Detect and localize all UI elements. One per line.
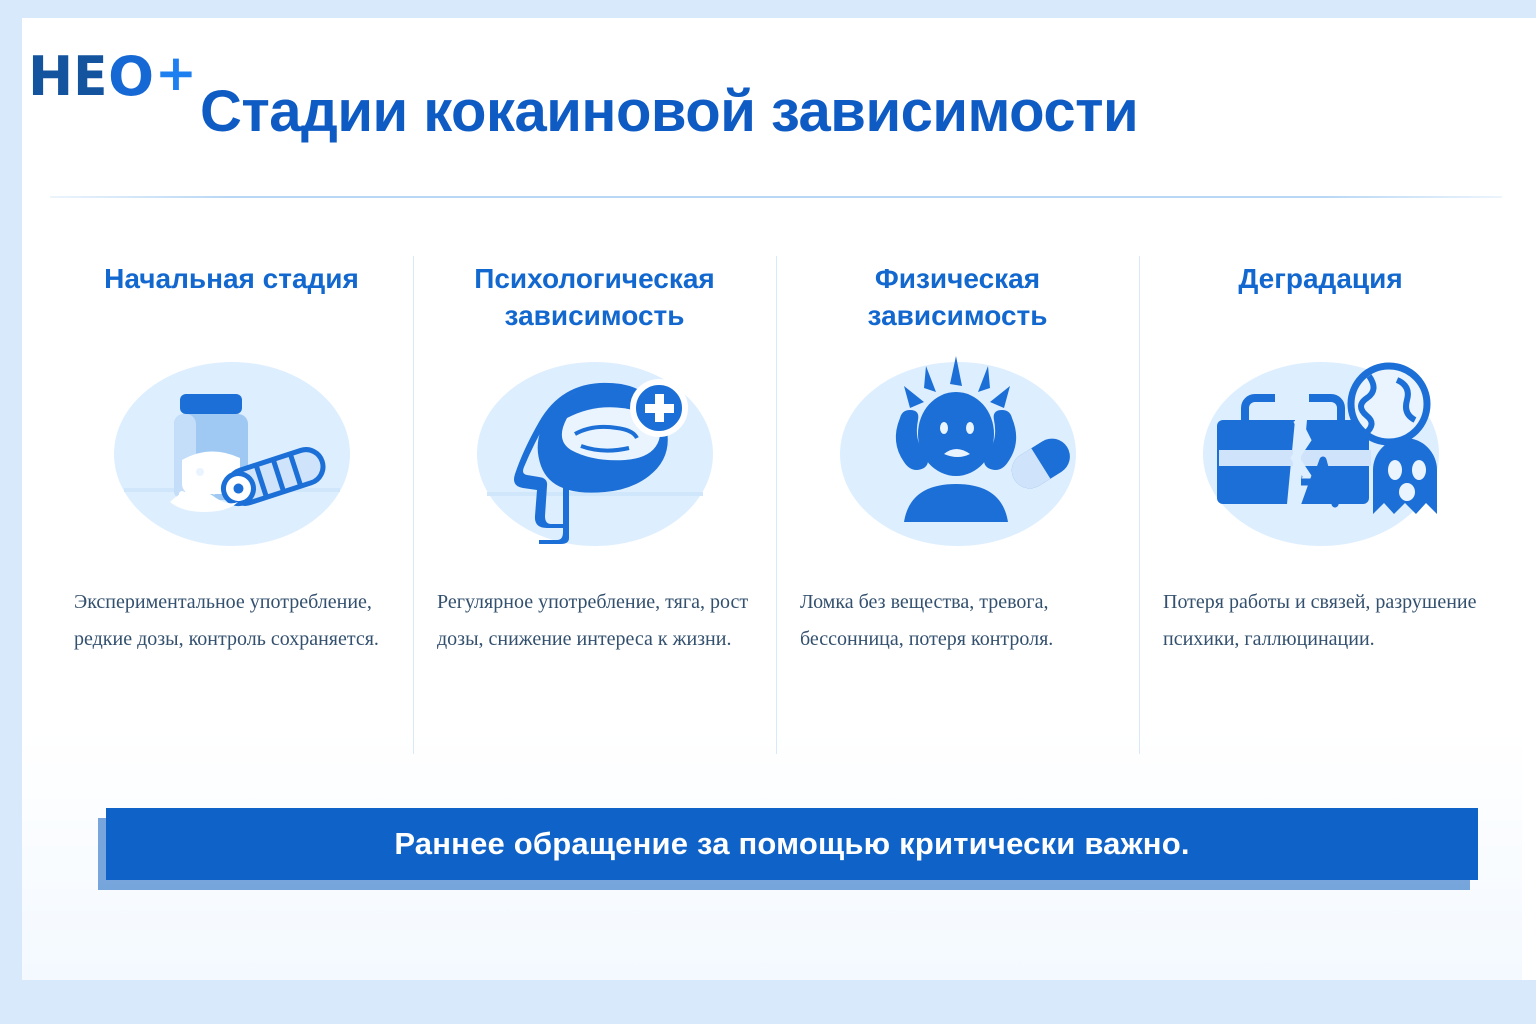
- logo-plus-icon: +: [155, 44, 196, 102]
- logo-letter-o: O: [108, 45, 153, 108]
- stage-card-psychological: [413, 242, 776, 772]
- stage-title: Деградация: [1238, 263, 1403, 294]
- stage-description: Регулярное употребление, тяга, рост дозы, снижение интереса к жизни.: [437, 591, 749, 650]
- broken-briefcase-cracked-head-ghost-icon: [1197, 342, 1445, 560]
- stage-title: Физическая зависимость: [867, 263, 1048, 332]
- stage-title: Начальная стадия: [104, 263, 359, 294]
- stage-description: Потеря работы и связей, разрушение психики, галлюцинации.: [1163, 591, 1477, 650]
- head-brain-with-plus-badge-icon: [471, 342, 719, 560]
- call-to-action-banner: [106, 808, 1478, 880]
- poster-canvas: [22, 18, 1522, 980]
- logo-letter-e: E: [73, 45, 107, 108]
- banner-label: Раннее обращение за помощью критически важно.: [394, 826, 1190, 861]
- person-with-headache-and-pill-icon: [834, 342, 1082, 560]
- stage-title: Психологическая зависимость: [474, 263, 715, 332]
- left-edge-strip: [0, 0, 22, 1024]
- stage-card-degradation: [1139, 242, 1502, 772]
- page-title: Стадии кокаиновой зависимости: [200, 79, 1139, 144]
- title-divider: [50, 196, 1502, 198]
- pill-bottle-and-rolled-note-icon: [108, 342, 356, 560]
- stage-card-initial: [50, 242, 413, 772]
- stage-description: Ломка без вещества, тревога, бессонница, потеря контроля.: [800, 591, 1054, 650]
- bottom-edge-strip: [0, 980, 1536, 1024]
- stages-row: [50, 242, 1502, 772]
- stage-card-physical: [776, 242, 1139, 772]
- brand-logo: [28, 44, 196, 108]
- logo-letter-n: H: [28, 45, 73, 108]
- stage-description: Экспериментальное употребление, редкие дозы, контроль сохраняется.: [74, 591, 379, 650]
- top-edge-strip: [0, 0, 1536, 18]
